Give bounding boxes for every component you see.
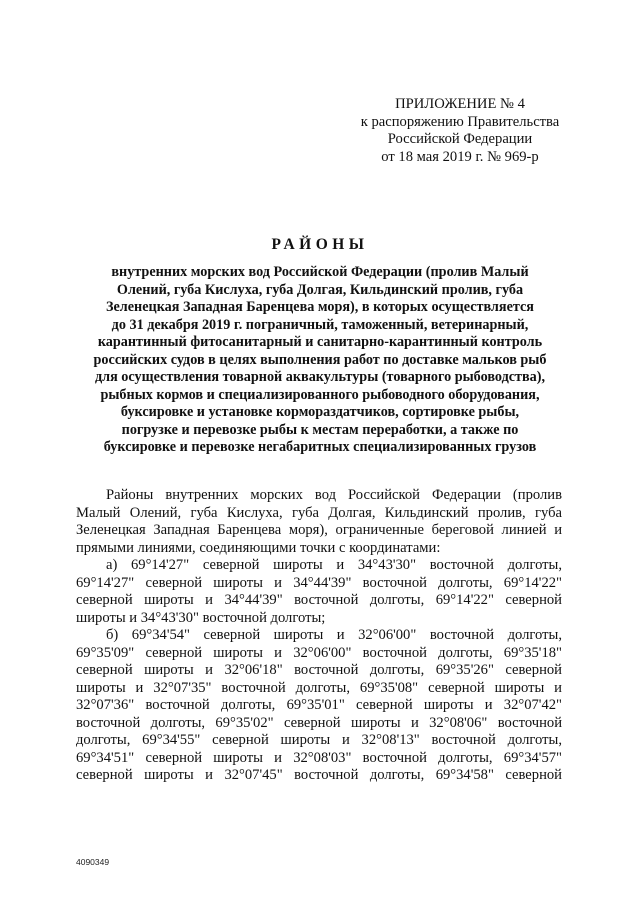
subtitle-line: до 31 декабря 2019 г. пограничный, таможенный, ветеринарный, xyxy=(111,316,529,333)
subtitle-line: карантинный фитосанитарный и санитарно-карантинный контроль xyxy=(97,334,543,350)
body-line: 32°07'36" восточной долготы, 69°35'01" северной широты и 32°07'42" xyxy=(76,697,562,713)
body-line: восточной долготы, 69°35'02" северной широты и 32°08'06" восточной xyxy=(76,714,562,731)
body-line: северной широты и 32°06'18" восточной долготы, 69°35'26" северной xyxy=(76,662,562,678)
body-line: прямыми линиями, соединяющими точки с координатами: xyxy=(76,539,441,556)
body-line: долготы, 69°34'55" северной широты и 32°08'13" восточной долготы, xyxy=(76,732,562,748)
appendix-reference: к распоряжению Правительства xyxy=(360,113,560,130)
subtitle-line: Олений, губа Кислуха, губа Долгая, Кильдинский пролив, губа xyxy=(116,281,524,298)
subtitle-line: внутренних морских вод Российской Федерации (пролив Малый xyxy=(111,264,529,280)
subtitle-line: погрузке и перевозке рыбы к местам переработки, а также по xyxy=(121,421,519,438)
body-line: а) 69°14'27" северной широты и 34°43'30" восточной долготы, xyxy=(106,557,562,573)
body-line: б) 69°34'54" северной широты и 32°06'00" восточной долготы, xyxy=(106,627,562,643)
subtitle-line: для осуществления товарной аквакультуры (товарного рыбоводства), xyxy=(94,369,546,385)
subtitle-line: Зеленецкая Западная Баренцева моря), в которых осуществляется xyxy=(106,299,534,315)
body-line: северной широты и 32°07'45" восточной долготы, 69°34'58" северной xyxy=(76,767,562,783)
body-line: широты и 32°07'35" восточной долготы, 69°35'08" северной широты и xyxy=(76,679,562,696)
subtitle-line: российских судов в целях выполнения работ по доставке мальков рыб xyxy=(93,351,547,368)
subtitle-line: буксировке и установке кормораздатчиков, сортировке рыбы, xyxy=(120,404,520,420)
subtitle-line: рыбных кормов и специализированного рыбоводного оборудования, xyxy=(100,386,540,403)
body-line: широты и 34°43'30" восточной долготы; xyxy=(76,609,326,626)
document-code: 4090349 xyxy=(76,857,110,867)
body-line: Районы внутренних морских вод Российской Федерации (пролив xyxy=(106,487,562,503)
document-subtitle xyxy=(60,264,580,457)
body-line: 69°34'51" северной широты и 32°08'03" восточной долготы, 69°34'57" xyxy=(76,749,562,766)
appendix-header xyxy=(330,96,590,166)
body-line: Малый Олений, губа Кислуха, губа Долгая, Кильдинский пролив, губа xyxy=(76,504,562,521)
appendix-date: от 18 мая 2019 г. № 969-р xyxy=(381,148,539,165)
body-line: Зеленецкая Западная Баренцева моря), ограниченные береговой линией и xyxy=(76,522,562,538)
document-body xyxy=(76,487,562,785)
subtitle-line: буксировке и перевозке негабаритных специализированных грузов xyxy=(103,439,537,455)
document-title: РАЙОНЫ xyxy=(271,236,369,253)
body-line: 69°14'27" северной широты и 34°44'39" восточной долготы, 69°14'22" xyxy=(76,574,562,591)
appendix-authority: Российской Федерации xyxy=(387,131,533,147)
appendix-number: ПРИЛОЖЕНИЕ № 4 xyxy=(395,96,525,112)
body-line: северной широты и 34°44'39" восточной долготы, 69°14'22" северной xyxy=(76,592,562,608)
body-line: 69°35'09" северной широты и 32°06'00" восточной долготы, 69°35'18" xyxy=(76,644,562,661)
